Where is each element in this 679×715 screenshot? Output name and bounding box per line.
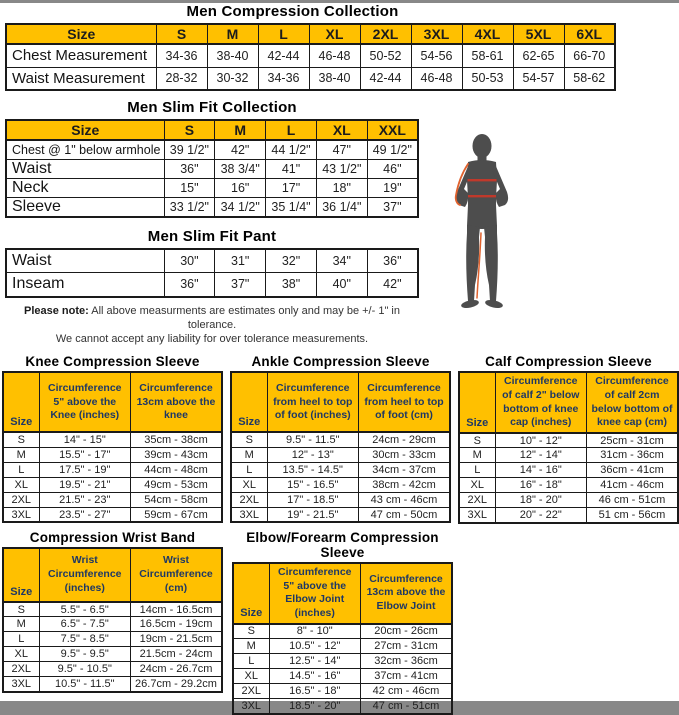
cell-value: 21.5cm - 24cm bbox=[131, 647, 223, 662]
cell-value: 16.5" - 18" bbox=[269, 684, 361, 699]
column-header: Size bbox=[233, 563, 269, 624]
row-label: Sleeve bbox=[6, 197, 164, 217]
cell-value: 15" bbox=[164, 178, 215, 197]
cell-value: 14cm - 16.5cm bbox=[131, 602, 223, 617]
row-label: 3XL bbox=[3, 677, 39, 692]
cell-value: 38-40 bbox=[309, 67, 360, 90]
note-line2: We cannot accept any liability for over tolerance measurements. bbox=[55, 333, 369, 346]
cell-value: 19" - 21.5" bbox=[267, 507, 359, 522]
row-label: S bbox=[459, 433, 495, 448]
row-label: Chest @ 1" below armhole bbox=[6, 140, 164, 159]
column-header: Size bbox=[6, 24, 156, 44]
column-header: Circumference 13cm above the Elbow Joint bbox=[361, 563, 453, 624]
cell-value: 39cm - 43cm bbox=[131, 447, 223, 462]
table-row bbox=[233, 669, 452, 684]
cell-value: 38cm - 42cm bbox=[359, 477, 451, 492]
cell-value: 54-56 bbox=[411, 44, 462, 67]
table-row bbox=[3, 617, 222, 632]
table-row bbox=[3, 432, 222, 447]
cell-value: 42-44 bbox=[360, 67, 411, 90]
cell-value: 51 cm - 56cm bbox=[587, 508, 679, 523]
ankle-sleeve-table bbox=[230, 371, 451, 523]
column-header: Wrist Circumference (cm) bbox=[131, 548, 223, 602]
table-row bbox=[6, 140, 418, 159]
cell-value: 38 3/4" bbox=[215, 159, 266, 178]
cell-value: 16" - 18" bbox=[495, 478, 587, 493]
table-row bbox=[3, 447, 222, 462]
row-label: L bbox=[231, 462, 267, 477]
calf-sleeve-block bbox=[458, 354, 679, 524]
slim-fit-collection-title: Men Slim Fit Collection bbox=[127, 99, 297, 116]
table-row bbox=[3, 492, 222, 507]
sleeve-tables-row-1 bbox=[2, 354, 679, 524]
cell-value: 12" - 13" bbox=[267, 447, 359, 462]
note-bold-prefix: Please note: bbox=[24, 304, 89, 317]
column-header: M bbox=[207, 24, 258, 44]
cell-value: 26.7cm - 29.2cm bbox=[131, 677, 223, 692]
row-label: S bbox=[3, 602, 39, 617]
knee-sleeve-table bbox=[2, 371, 223, 523]
wrist-band-table-grid bbox=[2, 547, 223, 693]
cell-value: 10.5" - 12" bbox=[269, 639, 361, 654]
table-row bbox=[233, 654, 452, 669]
column-header: XL bbox=[316, 120, 367, 140]
column-header: S bbox=[156, 24, 207, 44]
cell-value: 42 cm - 46cm bbox=[361, 684, 453, 699]
cell-value: 27cm - 31cm bbox=[361, 639, 453, 654]
elbow-sleeve-title: Elbow/Forearm Compression Sleeve bbox=[246, 529, 439, 560]
cell-value: 34-36 bbox=[156, 44, 207, 67]
column-header: Circumference of calf 2" below bottom of knee cap (inches) bbox=[495, 372, 587, 433]
cell-value: 10" - 12" bbox=[495, 433, 587, 448]
cell-value: 36" bbox=[367, 249, 418, 273]
cell-value: 41cm - 46cm bbox=[587, 478, 679, 493]
row-label: XL bbox=[3, 477, 39, 492]
table-row bbox=[231, 462, 450, 477]
table-row bbox=[3, 602, 222, 617]
slim-fit-pant-table-grid bbox=[5, 248, 419, 298]
ankle-sleeve-title: Ankle Compression Sleeve bbox=[251, 354, 430, 370]
row-label: 3XL bbox=[233, 699, 269, 714]
row-label: L bbox=[459, 463, 495, 478]
row-label: XL bbox=[231, 477, 267, 492]
cell-value: 28-32 bbox=[156, 67, 207, 90]
cell-value: 39 1/2" bbox=[164, 140, 215, 159]
cell-value: 41" bbox=[266, 159, 317, 178]
row-label: M bbox=[3, 447, 39, 462]
cell-value: 42" bbox=[215, 140, 266, 159]
cell-value: 20cm - 26cm bbox=[361, 624, 453, 639]
elbow-sleeve-table-grid bbox=[232, 562, 453, 715]
calf-sleeve-title: Calf Compression Sleeve bbox=[485, 354, 652, 370]
cell-value: 49 1/2" bbox=[367, 140, 418, 159]
table-row bbox=[233, 639, 452, 654]
table-row bbox=[3, 677, 222, 692]
cell-value: 31cm - 36cm bbox=[587, 448, 679, 463]
column-header: Wrist Circumference (inches) bbox=[39, 548, 131, 602]
table-row bbox=[6, 178, 418, 197]
column-header: Size bbox=[459, 372, 495, 433]
row-label: S bbox=[233, 624, 269, 639]
cell-value: 59cm - 67cm bbox=[131, 507, 223, 522]
cell-value: 38-40 bbox=[207, 44, 258, 67]
table-row bbox=[3, 507, 222, 522]
row-label: 2XL bbox=[459, 493, 495, 508]
cell-value: 38" bbox=[266, 273, 317, 297]
cell-value: 37" bbox=[367, 197, 418, 217]
table-row bbox=[6, 197, 418, 217]
column-header: 5XL bbox=[513, 24, 564, 44]
table-row bbox=[3, 477, 222, 492]
tolerance-note bbox=[5, 304, 419, 347]
cell-value: 33 1/2" bbox=[164, 197, 215, 217]
cell-value: 34 1/2" bbox=[215, 197, 266, 217]
cell-value: 16" bbox=[215, 178, 266, 197]
cell-value: 17.5" - 19" bbox=[39, 462, 131, 477]
row-label: L bbox=[3, 632, 39, 647]
cell-value: 66-70 bbox=[564, 44, 615, 67]
row-label: M bbox=[459, 448, 495, 463]
table-row bbox=[231, 447, 450, 462]
cell-value: 35 1/4" bbox=[266, 197, 317, 217]
column-header: Circumference 5" above the Elbow Joint (inches) bbox=[269, 563, 361, 624]
compression-collection-table-grid bbox=[5, 23, 616, 91]
elbow-sleeve-block bbox=[232, 530, 453, 715]
row-label: 2XL bbox=[233, 684, 269, 699]
cell-value: 36cm - 41cm bbox=[587, 463, 679, 478]
table-row bbox=[233, 624, 452, 639]
header-row bbox=[6, 120, 418, 140]
column-header: 2XL bbox=[360, 24, 411, 44]
cell-value: 40" bbox=[316, 273, 367, 297]
cell-value: 15" - 16.5" bbox=[267, 477, 359, 492]
cell-value: 47 cm - 50cm bbox=[359, 507, 451, 522]
row-label: XL bbox=[233, 669, 269, 684]
cell-value: 20" - 22" bbox=[495, 508, 587, 523]
cell-value: 23.5" - 27" bbox=[39, 507, 131, 522]
figure-right-leg bbox=[484, 225, 498, 301]
cell-value: 8" - 10" bbox=[269, 624, 361, 639]
row-label: 2XL bbox=[3, 662, 39, 677]
cell-value: 62-65 bbox=[513, 44, 564, 67]
row-label: S bbox=[3, 432, 39, 447]
table-row bbox=[6, 159, 418, 178]
note-line1: All above measurments are estimates only and may be +/- 1" in tolerance. bbox=[88, 304, 400, 331]
compression-collection-table bbox=[5, 23, 616, 91]
wrist-band-table bbox=[2, 547, 223, 693]
cell-value: 7.5" - 8.5" bbox=[39, 632, 131, 647]
cell-value: 17" - 18.5" bbox=[267, 492, 359, 507]
column-header: S bbox=[164, 120, 215, 140]
ankle-sleeve-block bbox=[230, 354, 451, 524]
cell-value: 12.5" - 14" bbox=[269, 654, 361, 669]
table-row bbox=[459, 478, 678, 493]
table-row bbox=[6, 44, 615, 67]
cell-value: 42" bbox=[367, 273, 418, 297]
elbow-sleeve-table bbox=[232, 562, 453, 715]
cell-value: 15.5" - 17" bbox=[39, 447, 131, 462]
male-figure-silhouette bbox=[444, 133, 520, 319]
cell-value: 16.5cm - 19cm bbox=[131, 617, 223, 632]
table-row bbox=[231, 507, 450, 522]
row-label: 3XL bbox=[3, 507, 39, 522]
cell-value: 19cm - 21.5cm bbox=[131, 632, 223, 647]
row-label: XL bbox=[459, 478, 495, 493]
cell-value: 49cm - 53cm bbox=[131, 477, 223, 492]
calf-sleeve-table bbox=[458, 371, 679, 524]
column-header: Size bbox=[3, 372, 39, 432]
cell-value: 44 1/2" bbox=[266, 140, 317, 159]
cell-value: 25cm - 31cm bbox=[587, 433, 679, 448]
cell-value: 47 cm - 51cm bbox=[361, 699, 453, 714]
header-row bbox=[3, 548, 222, 602]
knee-sleeve-block bbox=[2, 354, 223, 524]
cell-value: 24cm - 29cm bbox=[359, 432, 451, 447]
cell-value: 35cm - 38cm bbox=[131, 432, 223, 447]
table-row bbox=[233, 684, 452, 699]
row-label: 2XL bbox=[3, 492, 39, 507]
table-row bbox=[3, 462, 222, 477]
cell-value: 43 cm - 46cm bbox=[359, 492, 451, 507]
cell-value: 31" bbox=[215, 249, 266, 273]
column-header: M bbox=[215, 120, 266, 140]
wrist-band-block bbox=[2, 530, 223, 715]
cell-value: 13.5" - 14.5" bbox=[267, 462, 359, 477]
table-row bbox=[459, 508, 678, 523]
knee-sleeve-table-grid bbox=[2, 371, 223, 523]
row-label: Inseam bbox=[6, 273, 164, 297]
slim-fit-pant-title: Men Slim Fit Pant bbox=[147, 227, 277, 245]
cell-value: 24cm - 26.7cm bbox=[131, 662, 223, 677]
cell-value: 14.5" - 16" bbox=[269, 669, 361, 684]
slim-fit-collection-table bbox=[5, 119, 419, 218]
table-row bbox=[6, 67, 615, 90]
row-label: S bbox=[231, 432, 267, 447]
header-row bbox=[231, 372, 450, 432]
cell-value: 46" bbox=[367, 159, 418, 178]
row-label: L bbox=[3, 462, 39, 477]
compression-collection-title: Men Compression Collection bbox=[186, 3, 399, 20]
column-header: Circumference from heel to top of foot (cm) bbox=[359, 372, 451, 432]
cell-value: 54cm - 58cm bbox=[131, 492, 223, 507]
knee-sleeve-title: Knee Compression Sleeve bbox=[25, 354, 200, 370]
cell-value: 36 1/4" bbox=[316, 197, 367, 217]
cell-value: 30" bbox=[164, 249, 215, 273]
column-header: Circumference 5" above the Knee (inches) bbox=[39, 372, 131, 432]
cell-value: 46-48 bbox=[309, 44, 360, 67]
cell-value: 50-52 bbox=[360, 44, 411, 67]
cell-value: 37" bbox=[215, 273, 266, 297]
table-row bbox=[231, 432, 450, 447]
cell-value: 18" - 20" bbox=[495, 493, 587, 508]
cell-value: 47" bbox=[316, 140, 367, 159]
column-header: 6XL bbox=[564, 24, 615, 44]
table-row bbox=[3, 632, 222, 647]
cell-value: 18.5" - 20" bbox=[269, 699, 361, 714]
cell-value: 34" bbox=[316, 249, 367, 273]
table-row bbox=[459, 493, 678, 508]
table-row bbox=[233, 699, 452, 714]
cell-value: 12" - 14" bbox=[495, 448, 587, 463]
column-header: XL bbox=[309, 24, 360, 44]
column-header: Size bbox=[3, 548, 39, 602]
row-label: Waist bbox=[6, 249, 164, 273]
cell-value: 30cm - 33cm bbox=[359, 447, 451, 462]
cell-value: 34-36 bbox=[258, 67, 309, 90]
cell-value: 36" bbox=[164, 273, 215, 297]
table-row bbox=[231, 492, 450, 507]
row-label: XL bbox=[3, 647, 39, 662]
cell-value: 44cm - 48cm bbox=[131, 462, 223, 477]
cell-value: 14" - 15" bbox=[39, 432, 131, 447]
cell-value: 43 1/2" bbox=[316, 159, 367, 178]
column-header: XXL bbox=[367, 120, 418, 140]
cell-value: 34cm - 37cm bbox=[359, 462, 451, 477]
cell-value: 46-48 bbox=[411, 67, 462, 90]
header-row bbox=[6, 24, 615, 44]
row-label: Waist Measurement bbox=[6, 67, 156, 90]
table-row bbox=[3, 662, 222, 677]
cell-value: 9.5" - 10.5" bbox=[39, 662, 131, 677]
table-row bbox=[231, 477, 450, 492]
row-label: M bbox=[3, 617, 39, 632]
cell-value: 18" bbox=[316, 178, 367, 197]
cell-value: 32" bbox=[266, 249, 317, 273]
cell-value: 42-44 bbox=[258, 44, 309, 67]
cell-value: 30-32 bbox=[207, 67, 258, 90]
cell-value: 6.5" - 7.5" bbox=[39, 617, 131, 632]
column-header: Circumference 13cm above the knee bbox=[131, 372, 223, 432]
slim-fit-collection-table-grid bbox=[5, 119, 419, 218]
table-row bbox=[459, 463, 678, 478]
cell-value: 19.5" - 21" bbox=[39, 477, 131, 492]
table-row bbox=[6, 249, 418, 273]
row-label: M bbox=[233, 639, 269, 654]
column-header: 4XL bbox=[462, 24, 513, 44]
cell-value: 10.5" - 11.5" bbox=[39, 677, 131, 692]
column-header: L bbox=[258, 24, 309, 44]
table-row bbox=[3, 647, 222, 662]
row-label: Neck bbox=[6, 178, 164, 197]
row-label: Chest Measurement bbox=[6, 44, 156, 67]
row-label: 2XL bbox=[231, 492, 267, 507]
slim-fit-section bbox=[5, 99, 419, 346]
cell-value: 17" bbox=[266, 178, 317, 197]
header-row bbox=[3, 372, 222, 432]
cell-value: 14" - 16" bbox=[495, 463, 587, 478]
calf-sleeve-table-grid bbox=[458, 371, 679, 524]
cell-value: 37cm - 41cm bbox=[361, 669, 453, 684]
column-header: Circumference from heel to top of foot (inches) bbox=[267, 372, 359, 432]
column-header: 3XL bbox=[411, 24, 462, 44]
header-row bbox=[233, 563, 452, 624]
cell-value: 32cm - 36cm bbox=[361, 654, 453, 669]
column-header: L bbox=[266, 120, 317, 140]
ankle-sleeve-table-grid bbox=[230, 371, 451, 523]
cell-value: 50-53 bbox=[462, 67, 513, 90]
row-label: 3XL bbox=[459, 508, 495, 523]
sleeve-tables-row-2 bbox=[2, 530, 679, 715]
cell-value: 19" bbox=[367, 178, 418, 197]
row-label: 3XL bbox=[231, 507, 267, 522]
cell-value: 5.5" - 6.5" bbox=[39, 602, 131, 617]
cell-value: 36" bbox=[164, 159, 215, 178]
cell-value: 21.5" - 23" bbox=[39, 492, 131, 507]
cell-value: 58-61 bbox=[462, 44, 513, 67]
column-header: Size bbox=[231, 372, 267, 432]
table-row bbox=[459, 433, 678, 448]
wrist-band-title: Compression Wrist Band bbox=[29, 529, 196, 545]
column-header: Size bbox=[6, 120, 164, 140]
slim-fit-pant-table bbox=[5, 248, 419, 298]
row-label: L bbox=[233, 654, 269, 669]
waist-measure-line bbox=[468, 195, 496, 197]
size-chart-page bbox=[0, 3, 679, 712]
cell-value: 46 cm - 51cm bbox=[587, 493, 679, 508]
compression-collection-section bbox=[5, 3, 616, 91]
column-header: Circumference of calf 2cm below bottom of knee cap (cm) bbox=[587, 372, 679, 433]
cell-value: 9.5" - 11.5" bbox=[267, 432, 359, 447]
cell-value: 9.5" - 9.5" bbox=[39, 647, 131, 662]
cell-value: 54-57 bbox=[513, 67, 564, 90]
chest-measure-line bbox=[468, 179, 497, 181]
table-row bbox=[459, 448, 678, 463]
table-row bbox=[6, 273, 418, 297]
header-row bbox=[459, 372, 678, 433]
cell-value: 58-62 bbox=[564, 67, 615, 90]
row-label: M bbox=[231, 447, 267, 462]
row-label: Waist bbox=[6, 159, 164, 178]
